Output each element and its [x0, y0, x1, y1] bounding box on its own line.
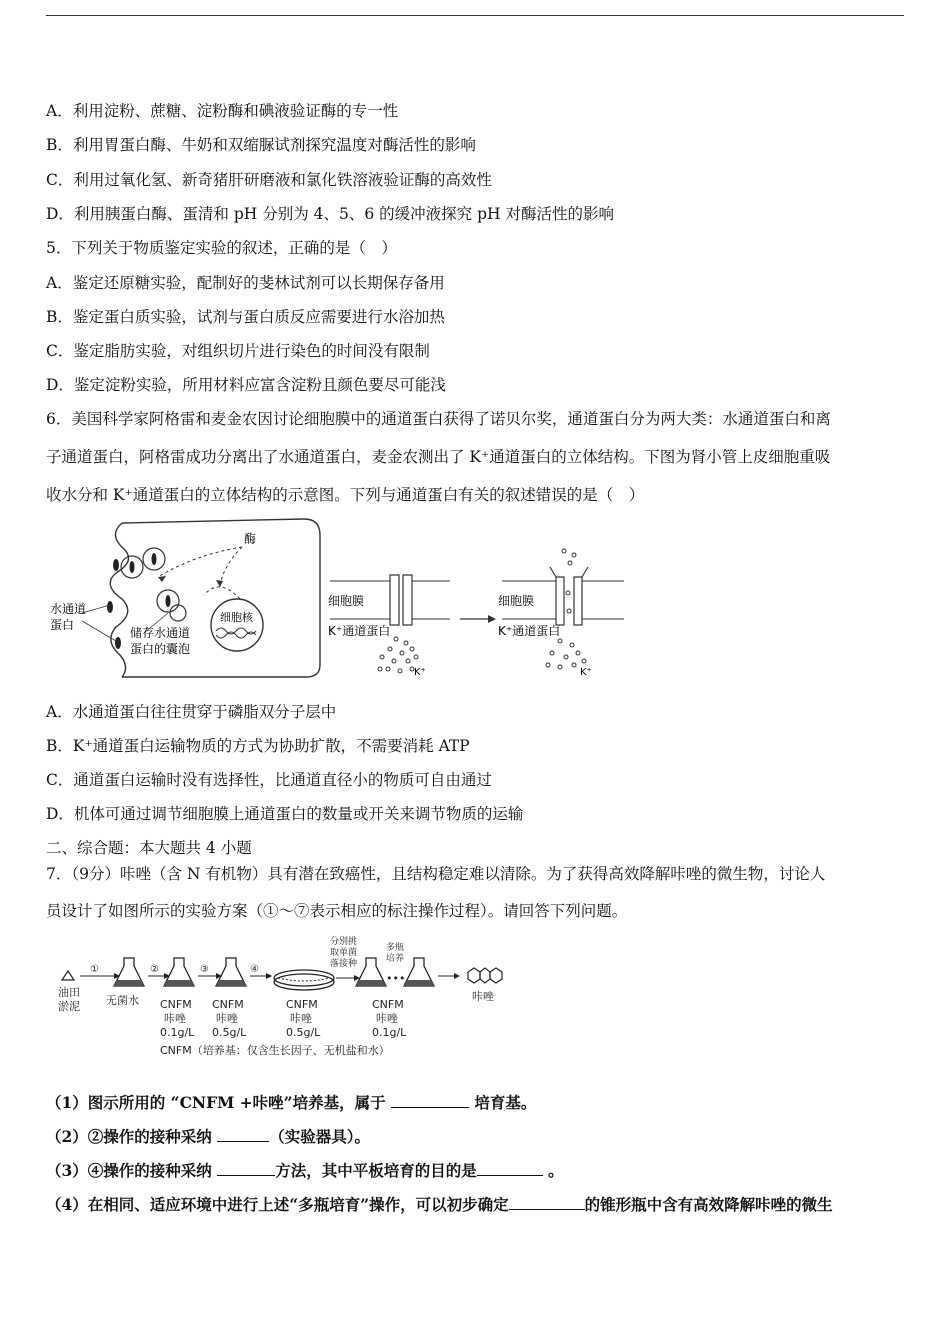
plate-label-3: 0.5g/L	[286, 1026, 321, 1039]
q7-sub2-post: （实验器具）。	[269, 1127, 370, 1146]
membrane-label-1: 细胞膜	[328, 594, 365, 608]
q7-figure	[54, 934, 514, 1064]
q5-option-b: B．鉴定蛋白质实验，试剂与蛋白质反应需要进行水浴加热	[46, 308, 445, 326]
section-heading: 二、综合题：本大题共 4 小题	[46, 839, 252, 857]
answer-blank-5[interactable]	[509, 1209, 585, 1210]
cnfm-note: CNFM（培养基：仅含生长因子、无机盐和水）	[160, 1044, 390, 1057]
flask5-label-3: 0.1g/L	[372, 1026, 407, 1039]
q7-sub4-pre: （4）在相同、适应环境中进行上述“多瓶培育”操作，可以初步确定	[46, 1195, 509, 1214]
carbazole-label: 咔唑	[472, 990, 494, 1003]
enzyme-label: 酶	[244, 532, 257, 546]
flask3-label-1: CNFM	[212, 998, 244, 1011]
membrane-label-2: 细胞膜	[498, 594, 535, 608]
step2-label: ②	[150, 964, 159, 975]
flask2-label-1: CNFM	[160, 998, 192, 1011]
q7-sub3	[46, 1161, 564, 1181]
nucleus-label: 细胞核	[220, 611, 253, 624]
q5-option-a: A．鉴定还原糖实验，配制好的斐林试剂可以长期保存备用	[46, 274, 445, 292]
pick-label-1: 分别挑	[330, 937, 358, 947]
q7-stem-line2: 员设计了如图所示的实验方案（①～⑦表示相应的标注操作过程）。请回答下列问题。	[46, 902, 628, 920]
k-channel-label-2: K⁺通道蛋白	[498, 624, 561, 638]
k-ion-label-1: K⁺	[414, 667, 426, 678]
flask3-label-3: 0.5g/L	[212, 1026, 247, 1039]
q7-sub3-post: 。	[542, 1161, 564, 1180]
q5-option-d: D．鉴定淀粉实验，所用材料应富含淀粉且颜色要尽可能浅	[46, 376, 446, 394]
dots: •••	[386, 972, 406, 985]
vesicle-label-2: 蛋白的囊泡	[130, 642, 191, 656]
step3-label: ③	[200, 964, 209, 975]
q5-option-c: C．鉴定脂肪实验，对组织切片进行染色的时间没有限制	[46, 342, 430, 360]
soil-label-1: 油田	[58, 986, 80, 999]
q6-figure	[44, 515, 644, 685]
soil-label-2: 淤泥	[58, 1000, 80, 1013]
q7-sub1	[46, 1093, 536, 1113]
q7-sub1-post: 培育基。	[468, 1093, 537, 1112]
flask5-label-2: 咔唑	[376, 1012, 398, 1025]
flask2-label-3: 0.1g/L	[160, 1026, 195, 1039]
q6-option-c: C．通道蛋白运输时没有选择性，比通道直径小的物质可自由通过	[46, 771, 492, 789]
plate-label-2: 咔唑	[290, 1012, 312, 1025]
carbazole-structure-icon	[468, 968, 502, 983]
flask2-label-2: 咔唑	[164, 1012, 186, 1025]
step4-label: ④	[250, 964, 259, 975]
flask5-label-1: CNFM	[372, 998, 404, 1011]
answer-blank-2[interactable]	[217, 1141, 269, 1142]
q4-option-b: B．利用胃蛋白酶、牛奶和双缩脲试剂探究温度对酶活性的影响	[46, 136, 476, 154]
k-channel-label-1: K⁺通道蛋白	[328, 624, 391, 638]
k-ion-label-2: K⁺	[580, 667, 592, 678]
flask3-label-2: 咔唑	[216, 1012, 238, 1025]
q4-option-d: D．利用胰蛋白酶、蛋清和 pH 分别为 4、5、6 的缓冲液探究 pH 对酶活性的影响	[46, 205, 614, 223]
sterile-water-label: 无菌水	[106, 994, 139, 1007]
q7-stem-line1: 7．（9分）咔唑（含 N 有机物）具有潜在致癌性，且结构稳定难以清除。为了获得高效降解咔唑的微生物，讨论人	[46, 865, 826, 883]
answer-blank-3[interactable]	[217, 1175, 275, 1176]
q7-sub3-mid: 方法，其中平板培育的目的是	[275, 1161, 477, 1180]
q6-stem-line1: 6．美国科学家阿格雷和麦金农因讨论细胞膜中的通道蛋白获得了诺贝尔奖，通道蛋白分为两大类：水通道蛋白和离	[46, 410, 831, 428]
q7-sub4	[46, 1195, 833, 1215]
q7-sub2	[46, 1127, 370, 1147]
water-channel-label-2: 蛋白	[50, 618, 75, 632]
pick-label-3: 落接种	[330, 959, 358, 969]
q4-option-c: C．利用过氧化氢、新奇猪肝研磨液和氯化铁溶液验证酶的高效性	[46, 171, 492, 189]
step1-label: ①	[90, 964, 99, 975]
q6-stem-line3: 收水分和 K⁺通道蛋白的立体结构的示意图。下列与通道蛋白有关的叙述错误的是（ ）	[46, 486, 645, 504]
q6-option-b: B．K⁺通道蛋白运输物质的方式为协助扩散，不需要消耗 ATP	[46, 737, 470, 755]
q7-sub2-pre: （2）②操作的接种采纳	[46, 1127, 218, 1146]
q5-stem: 5．下列关于物质鉴定实验的叙述，正确的是（ ）	[46, 239, 397, 257]
answer-blank-4[interactable]	[477, 1175, 543, 1176]
q6-stem-line2: 子通道蛋白，阿格雷成功分离出了水通道蛋白，麦金农测出了 K⁺通道蛋白的立体结构。下图为肾小管上皮细胞重吸	[46, 448, 831, 466]
header-rule	[46, 15, 904, 16]
water-channel-label-1: 水通道	[50, 602, 87, 616]
q7-sub3-pre: （3）④操作的接种采纳	[46, 1161, 218, 1180]
plate-label-1: CNFM	[286, 998, 318, 1011]
q7-sub4-post: 的锥形瓶中含有高效降解咔唑的微生	[584, 1195, 833, 1214]
q6-option-d: D．机体可通过调节细胞膜上通道蛋白的数量或开关来调节物质的运输	[46, 805, 524, 823]
q4-option-a: A．利用淀粉、蔗糖、淀粉酶和碘液验证酶的专一性	[46, 102, 399, 120]
q6-option-a: A．水通道蛋白往往贯穿于磷脂双分子层中	[46, 703, 337, 721]
vesicle-label-1: 储存水通道	[130, 626, 191, 640]
q7-sub1-pre: （1）图示所用的 “CNFM +咔唑”培养基，属于	[46, 1093, 391, 1112]
answer-blank-1[interactable]	[391, 1107, 469, 1108]
pick-label-2: 取单菌	[330, 948, 358, 958]
multi-label-2: 培养	[386, 954, 405, 964]
multi-label-1: 多瓶	[386, 943, 405, 953]
